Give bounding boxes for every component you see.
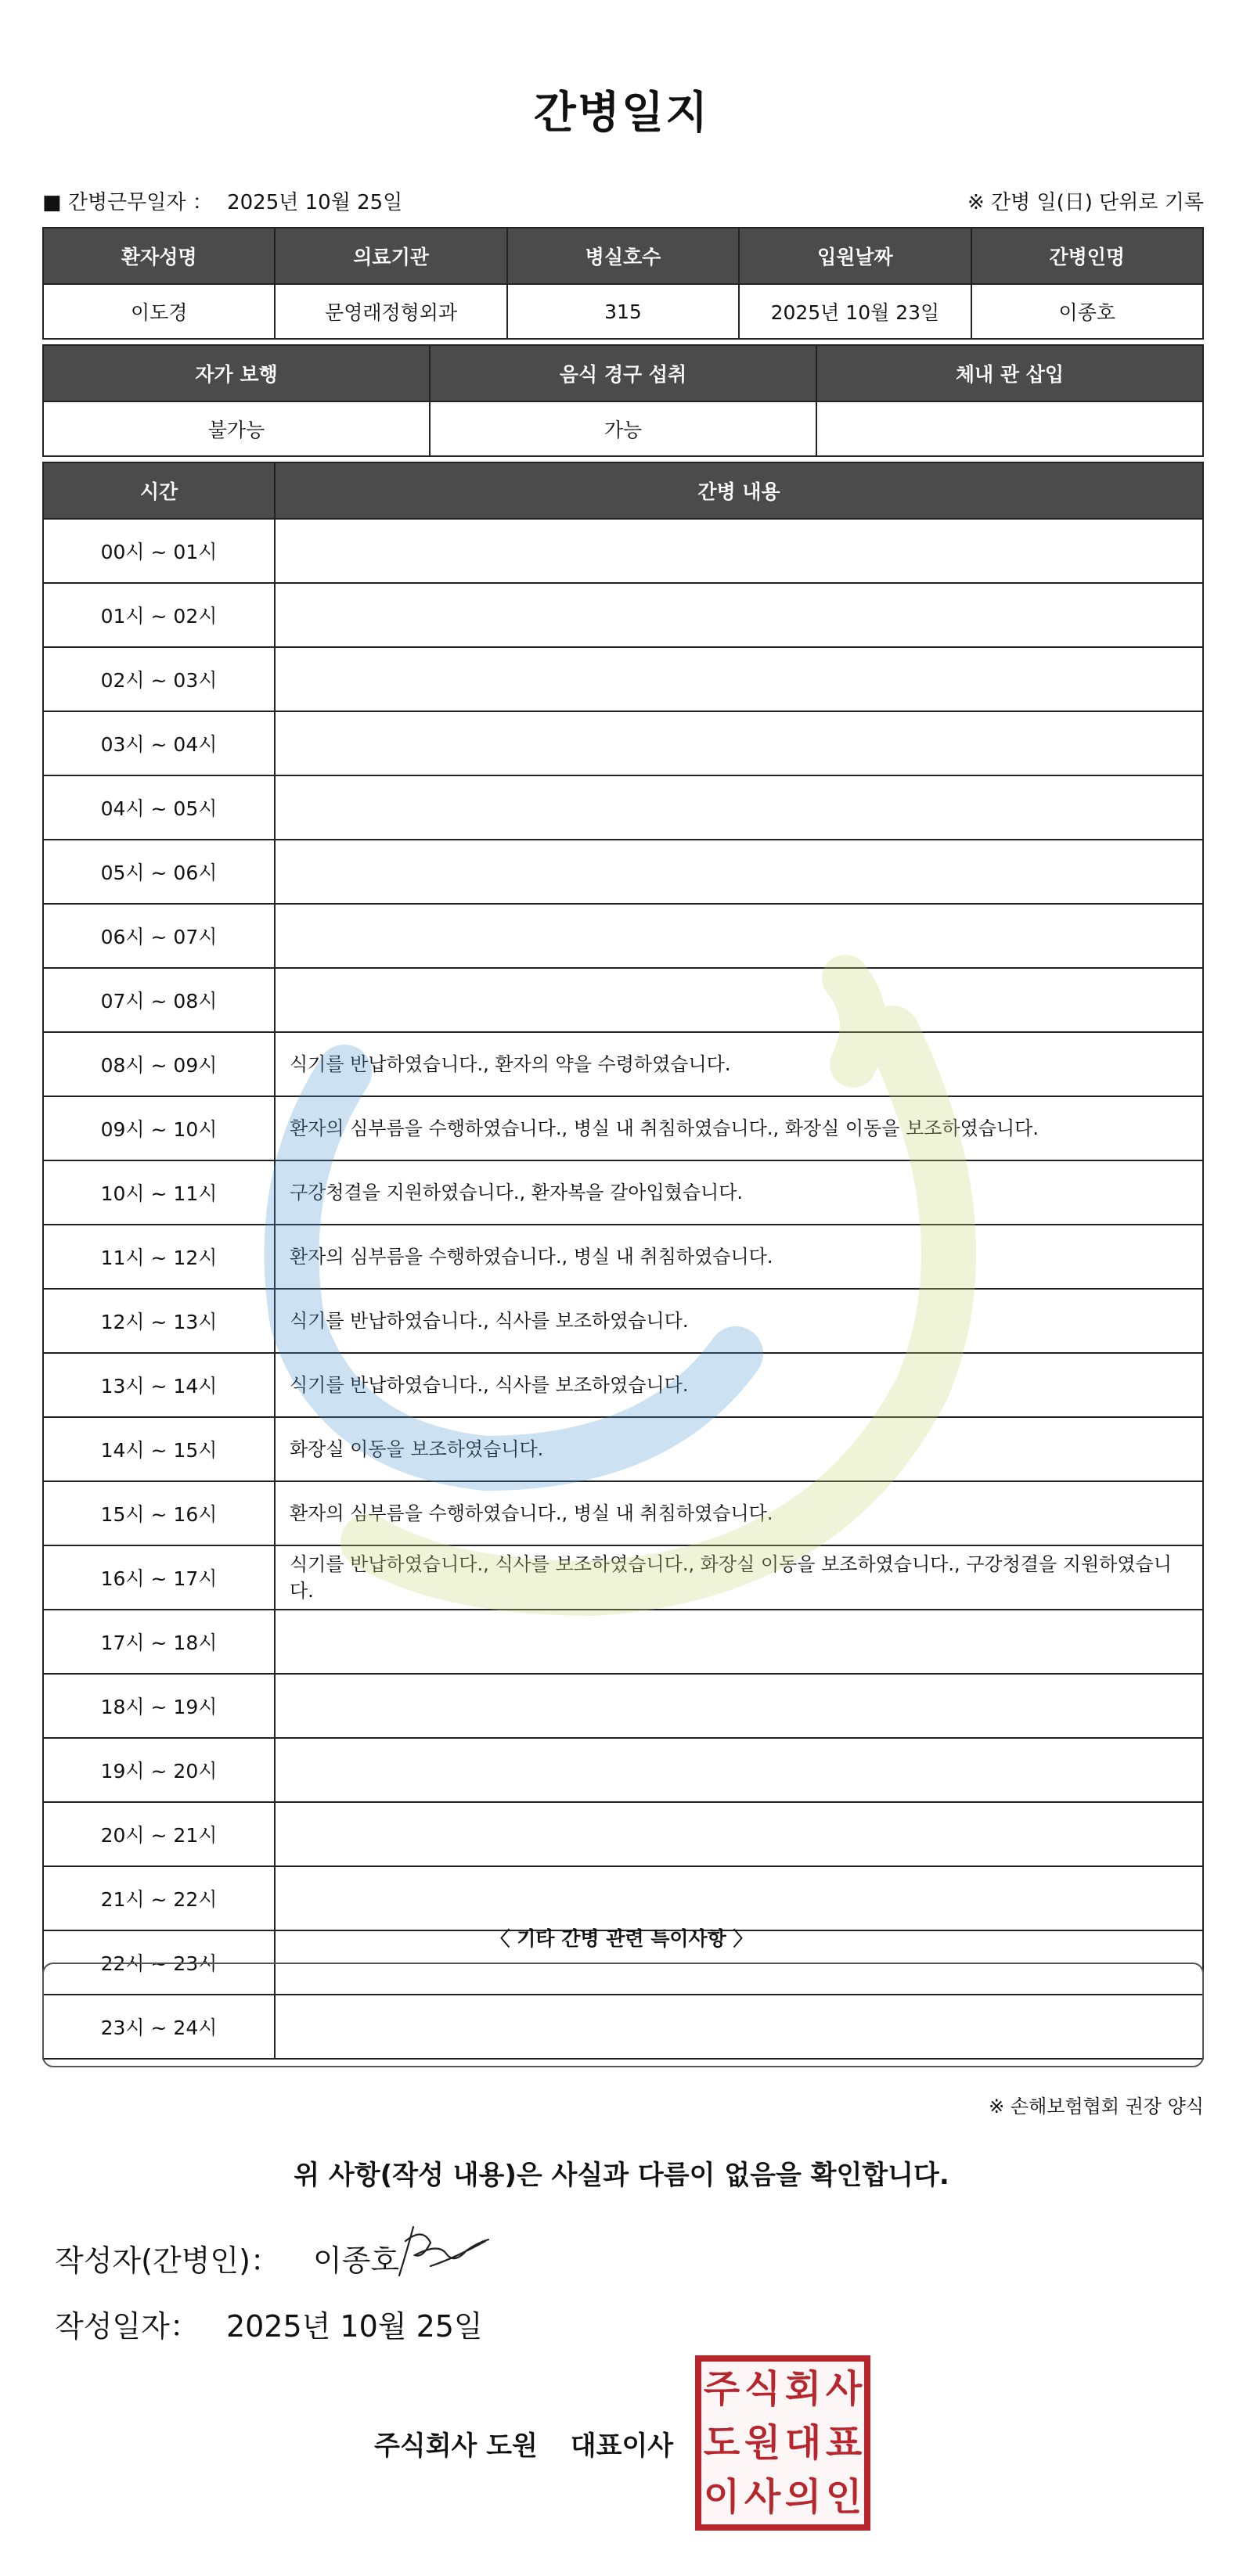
hospital: 문영래정형외과 — [275, 284, 506, 339]
seal-char: 원 — [744, 2420, 781, 2465]
log-time: 00시 ~ 01시 — [43, 519, 275, 583]
log-content — [275, 519, 1203, 583]
log-row — [43, 775, 1203, 840]
seal-char: 표 — [825, 2420, 863, 2465]
log-content — [275, 1738, 1203, 1802]
company-seal-stamp — [695, 2355, 870, 2531]
log-time: 18시 ~ 19시 — [43, 1674, 275, 1738]
log-time: 14시 ~ 15시 — [43, 1417, 275, 1481]
caregiver-name: 이종호 — [971, 284, 1203, 339]
log-time: 05시 ~ 06시 — [43, 840, 275, 904]
header-time: 시간 — [43, 462, 275, 519]
log-row — [43, 1481, 1203, 1545]
recommend-note: ※ 손해보험협회 권장 양식 — [989, 2096, 1204, 2117]
log-row — [43, 1738, 1203, 1802]
written-date-row — [55, 2302, 483, 2345]
seal-char: 사 — [744, 2475, 781, 2520]
patient-name: 이도경 — [43, 284, 275, 339]
company-role: 대표이사 — [570, 2430, 674, 2462]
log-time: 21시 ~ 22시 — [43, 1866, 275, 1930]
log-content — [275, 840, 1203, 904]
log-content: 식기를 반납하였습니다., 식사를 보조하였습니다., 화장실 이동을 보조하였습니다., 구강청결을 지원하였습니다. — [275, 1545, 1203, 1610]
log-time: 03시 ~ 04시 — [43, 711, 275, 775]
log-time: 10시 ~ 11시 — [43, 1160, 275, 1225]
writer-name: 이종호 — [313, 2243, 400, 2278]
special-notes-title: 〈 기타 간병 관련 특이사항 〉 — [490, 1927, 753, 1950]
log-row — [43, 904, 1203, 968]
patient-info-table — [42, 227, 1204, 340]
work-date-value: 2025년 10월 25일 — [227, 191, 403, 214]
seal-char: 이 — [703, 2475, 740, 2520]
log-time: 20시 ~ 21시 — [43, 1802, 275, 1866]
log-content — [275, 968, 1203, 1032]
oral-intake-value: 가능 — [430, 401, 816, 456]
log-row — [43, 1353, 1203, 1417]
log-time: 15시 ~ 16시 — [43, 1481, 275, 1545]
log-row — [43, 1802, 1203, 1866]
log-row — [43, 1866, 1203, 1930]
log-content: 식기를 반납하였습니다., 환자의 약을 수령하였습니다. — [275, 1032, 1203, 1096]
log-content: 화장실 이동을 보조하였습니다. — [275, 1417, 1203, 1481]
seal-char: 대 — [784, 2420, 822, 2465]
log-row — [43, 840, 1203, 904]
tube-insertion-value — [816, 401, 1203, 456]
header-self-walking: 자가 보행 — [43, 345, 430, 401]
log-row — [43, 1225, 1203, 1289]
room-number: 315 — [507, 284, 739, 339]
log-row — [43, 1096, 1203, 1160]
writer-label: 작성자(간병인)： — [55, 2243, 280, 2278]
log-content — [275, 1866, 1203, 1930]
company-name: 주식회사 도원 — [374, 2430, 538, 2462]
log-content: 환자의 심부름을 수행하였습니다., 병실 내 취침하였습니다., 화장실 이동을 보조하였습니다. — [275, 1096, 1203, 1160]
log-content: 식기를 반납하였습니다., 식사를 보조하였습니다. — [275, 1353, 1203, 1417]
log-content: 구강청결을 지원하였습니다., 환자복을 갈아입혔습니다. — [275, 1160, 1203, 1225]
log-row — [43, 1674, 1203, 1738]
writer-row — [55, 2236, 399, 2279]
patient-status-table — [42, 344, 1204, 457]
work-date-label: ■ 간병근무일자 ： — [42, 191, 213, 214]
log-time: 09시 ~ 10시 — [43, 1096, 275, 1160]
log-row — [43, 1610, 1203, 1674]
header-patient-name: 환자성명 — [43, 228, 275, 284]
confirmation-statement: 위 사항(작성 내용)은 사실과 다름이 없음을 확인합니다. — [294, 2160, 949, 2191]
unit-note: ※ 간병 일(日) 단위로 기록 — [967, 191, 1204, 214]
log-time: 23시 ~ 24시 — [43, 1995, 275, 2059]
work-date — [42, 186, 402, 215]
self-walking-value: 불가능 — [43, 401, 430, 456]
log-time: 12시 ~ 13시 — [43, 1289, 275, 1353]
log-content: 환자의 심부름을 수행하였습니다., 병실 내 취침하였습니다. — [275, 1481, 1203, 1545]
log-content — [275, 1674, 1203, 1738]
log-time: 11시 ~ 12시 — [43, 1225, 275, 1289]
header-admission-date: 입원날짜 — [739, 228, 971, 284]
seal-char: 도 — [703, 2420, 740, 2465]
header-tube-insertion: 체내 관 삽입 — [816, 345, 1203, 401]
log-time: 02시 ~ 03시 — [43, 647, 275, 711]
written-date-value: 2025년 10월 25일 — [225, 2309, 483, 2344]
log-row — [43, 519, 1203, 583]
log-row — [43, 711, 1203, 775]
signature-image — [391, 2219, 493, 2282]
document-title: 간병일지 — [533, 88, 710, 139]
log-time: 19시 ~ 20시 — [43, 1738, 275, 1802]
header-hospital: 의료기관 — [275, 228, 506, 284]
log-time: 16시 ~ 17시 — [43, 1545, 275, 1610]
log-content — [275, 775, 1203, 840]
log-row — [43, 1545, 1203, 1610]
log-content — [275, 583, 1203, 647]
seal-char: 주 — [703, 2366, 740, 2411]
special-notes-box — [42, 1963, 1204, 2067]
log-content — [275, 1802, 1203, 1866]
log-time: 06시 ~ 07시 — [43, 904, 275, 968]
seal-char: 회 — [784, 2366, 822, 2411]
header-room: 병실호수 — [507, 228, 739, 284]
log-time: 07시 ~ 08시 — [43, 968, 275, 1032]
log-content: 식기를 반납하였습니다., 식사를 보조하였습니다. — [275, 1289, 1203, 1353]
seal-char: 사 — [825, 2366, 863, 2411]
log-time: 13시 ~ 14시 — [43, 1353, 275, 1417]
header-care-content: 간병 내용 — [275, 462, 1203, 519]
log-row — [43, 583, 1203, 647]
log-time: 17시 ~ 18시 — [43, 1610, 275, 1674]
admission-date: 2025년 10월 23일 — [739, 284, 971, 339]
seal-char: 식 — [744, 2366, 781, 2411]
log-row — [43, 1032, 1203, 1096]
log-time: 01시 ~ 02시 — [43, 583, 275, 647]
log-row — [43, 1417, 1203, 1481]
seal-char: 의 — [784, 2475, 822, 2520]
log-row — [43, 1160, 1203, 1225]
log-row — [43, 968, 1203, 1032]
care-log-table — [42, 462, 1204, 2060]
log-row — [43, 647, 1203, 711]
company-line — [374, 2424, 673, 2463]
log-row — [43, 1289, 1203, 1353]
log-time: 04시 ~ 05시 — [43, 775, 275, 840]
log-content — [275, 1610, 1203, 1674]
log-content — [275, 904, 1203, 968]
log-content: 환자의 심부름을 수행하였습니다., 병실 내 취침하였습니다. — [275, 1225, 1203, 1289]
log-time: 08시 ~ 09시 — [43, 1032, 275, 1096]
written-date-label: 작성일자： — [55, 2309, 200, 2344]
log-content — [275, 711, 1203, 775]
log-content — [275, 647, 1203, 711]
header-caregiver-name: 간병인명 — [971, 228, 1203, 284]
seal-char: 인 — [825, 2475, 863, 2520]
header-oral-intake: 음식 경구 섭취 — [430, 345, 816, 401]
log-time: 22시 ~ 23시 — [43, 1930, 275, 1995]
